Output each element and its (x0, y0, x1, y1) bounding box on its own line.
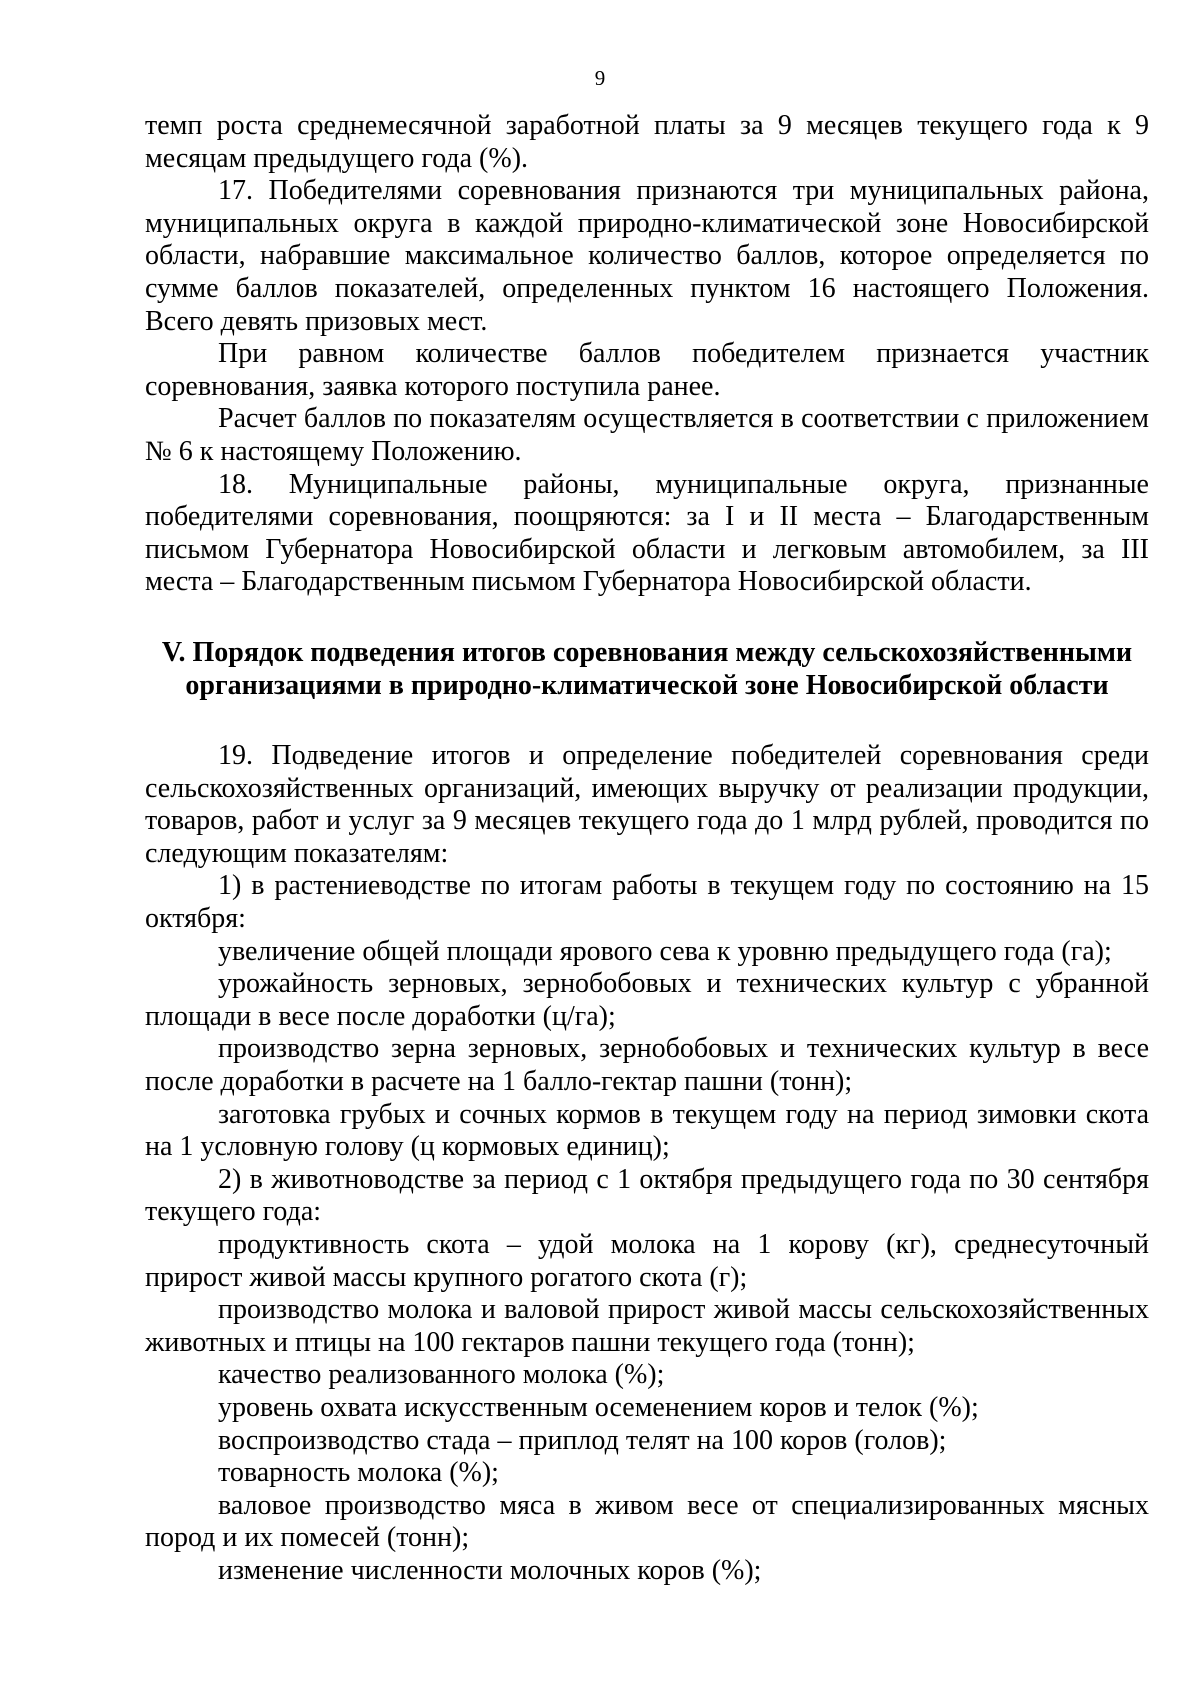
document-body (145, 110, 1149, 1588)
list-item-milk-meat-production: производство молока и валовой прирост живой массы сельскохозяйственных животных и птицы на 100 гектаров пашни текущего года (тонн); (145, 1294, 1149, 1358)
list-item-crop-yield: урожайность зерновых, зернобобовых и технических культур с убранной площади в весе после доработки (ц/га); (145, 968, 1149, 1032)
section-heading (145, 637, 1149, 702)
list-item-sowing-area: увеличение общей площади ярового сева к уровню предыдущего года (га); (218, 935, 1112, 967)
list-item-herd-reproduction: воспроизводство стада – приплод телят на 100 коров (голов); (218, 1424, 947, 1456)
paragraph-equal-points: При равном количестве баллов победителем признается участник соревнования, заявка которого поступила ранее. (145, 338, 1149, 402)
paragraph-points-calculation: Расчет баллов по показателям осуществляется в соответствии с приложением № 6 к настоящему Положению. (145, 403, 1149, 467)
list-item-milk-quality: качество реализованного молока (%); (218, 1359, 665, 1391)
paragraph-livestock: 2) в животноводстве за период с 1 октября предыдущего года по 30 сентября текущего года: (145, 1163, 1149, 1228)
list-item-milk-marketability: товарность молока (%); (218, 1457, 499, 1489)
list-item-feed-harvesting: заготовка грубых и сочных кормов в текущем году на период зимовки скота на 1 условную голову (ц кормовых единиц); (145, 1098, 1149, 1163)
paragraph-crop-production: 1) в растениеводстве по итогам работы в текущем году по состоянию на 15 октября: (145, 870, 1149, 935)
section-heading-line-1: V. Порядок подведения итогов соревнования между сельскохозяйственными (161, 636, 1133, 668)
paragraph-item-19: 19. Подведение итогов и определение победителей соревнования среди сельскохозяйственных организаций, имеющих выручку от реализации продукции, товаров, работ и услуг за 9 месяцев текущего года до 1 млрд рублей, проводится по следующим показателям: (145, 740, 1149, 869)
list-item-dairy-cows-change: изменение численности молочных коров (%); (218, 1554, 762, 1586)
paragraph-item-17: 17. Победителями соревнования признаются три муниципальных района, муниципальных округа в каждой природно-климатической зоне Новосибирской области, набравшие максимальное количество баллов, которое определяется по сумме баллов показателей, определенных пунктом 16 настоящего Положения. Всего девять призовых мест. (145, 175, 1149, 337)
section-heading-line-2: организациями в природно-климатической зоне Новосибирской области (185, 669, 1109, 701)
paragraph-growth-rate: темп роста среднемесячной заработной платы за 9 месяцев текущего года к 9 месяцам предыдущего года (%). (145, 110, 1149, 174)
page-number: 9 (594, 66, 606, 90)
list-item-grain-production: производство зерна зерновых, зернобобовых и технических культур в весе после доработки в расчете на 1 балло-гектар пашни (тонн); (145, 1033, 1149, 1098)
list-item-livestock-productivity: продуктивность скота – удой молока на 1 корову (кг), среднесуточный прирост живой массы крупного рогатого скота (г); (145, 1229, 1149, 1293)
list-item-insemination: уровень охвата искусственным осеменением коров и телок (%); (218, 1391, 979, 1423)
paragraph-item-18: 18. Муниципальные районы, муниципальные округа, признанные победителями соревнования, поощряются: за I и II места – Благодарственным письмом Губернатора Новосибирской области и легковым автомобилем, за III места – Благодарственным письмом Губернатора Новосибирской области. (145, 468, 1149, 598)
list-item-meat-production: валовое производство мяса в живом весе от специализированных мясных пород и их помесей (тонн); (145, 1489, 1149, 1554)
